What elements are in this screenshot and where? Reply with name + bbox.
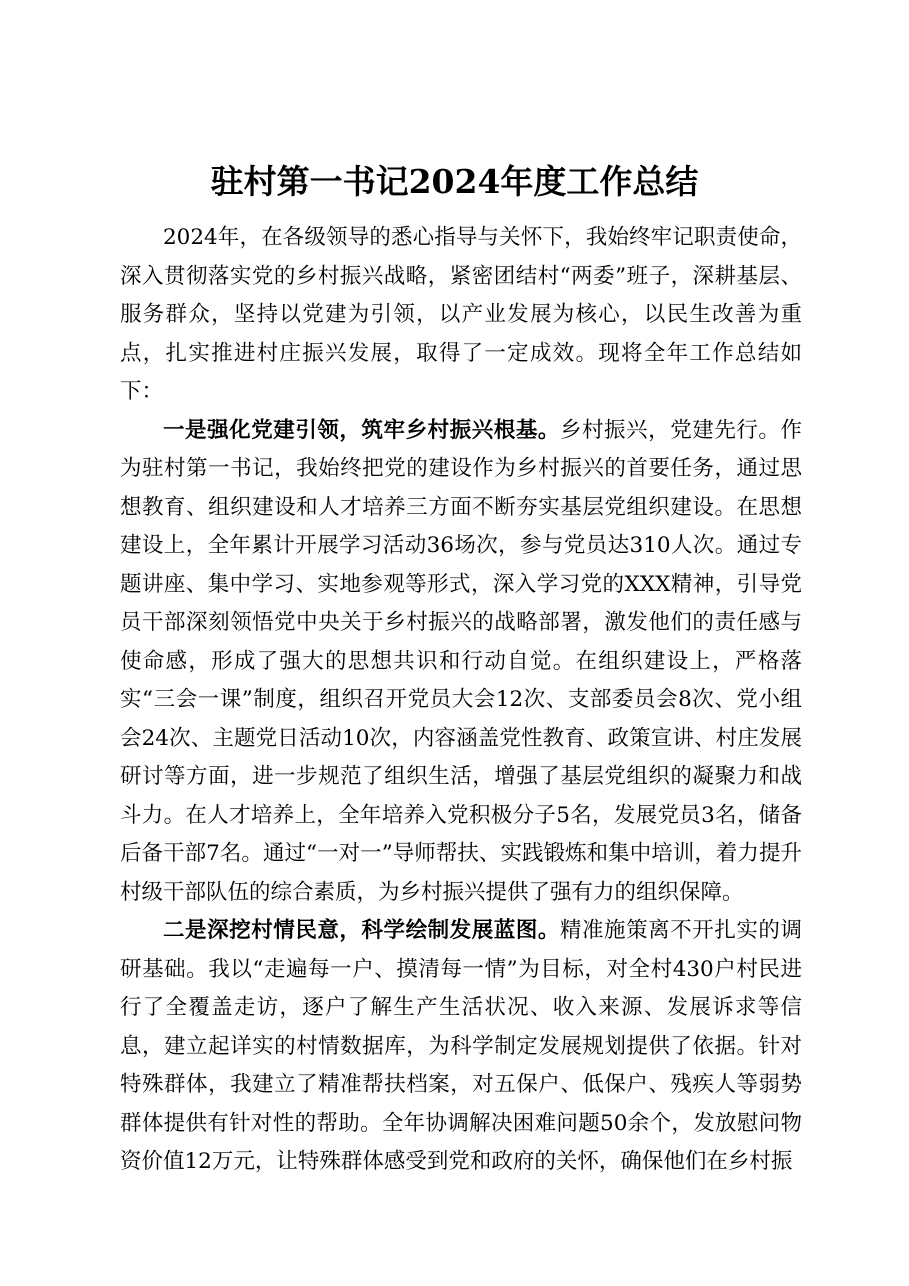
paragraph-text: 2024年，在各级领导的悉心指导与关怀下，我始终牢记职责使命，深入贯彻落实党的乡村振兴战略，紧密团结村“两委”班子，深耕基层、服务群众，坚持以党建为引领，以产业发展为核心，以民生改善为重点，扎实推进村庄振兴发展，取得了一定成效。现将全年工作总结如下： xyxy=(120,225,802,404)
paragraph-village-survey xyxy=(120,912,802,1182)
paragraph-text: 乡村振兴，党建先行。作为驻村第一书记，我始终把党的建设作为乡村振兴的首要任务，通过思想教育、组织建设和人才培养三方面不断夯实基层党组织建设。在思想建设上，全年累计开展学习活动36场次，参与党员达310人次。通过专题讲座、集中学习、实地参观等形式，深入学习党的XXX精神，引导党员干部深刻领悟党中央关于乡村振兴的战略部署，激发他们的责任感与使命感，形成了强大的思想共识和行动自觉。在组织建设上，严格落实“三会一课”制度，组织召开党员大会12次、支部委员会8次、党小组会24次、主题党日活动10次，内容涵盖党性教育、政策宣讲、村庄发展研讨等方面，进一步规范了组织生活，增强了基层党组织的凝聚力和战斗力。在人才培养上，全年培养入党积极分子5名，发展党员3名，储备后备干部7名。通过“一对一”导师帮扶、实践锻炼和集中培训，着力提升村级干部队伍的综合素质，为乡村振兴提供了强有力的组织保障。 xyxy=(120,417,802,905)
paragraph-text: 精准施策离不开扎实的调研基础。我以“走遍每一户、摸清每一情”为目标，对全村430户村民进行了全覆盖走访，逐户了解生产生活状况、收入来源、发展诉求等信息，建立起详实的村情数据库，为科学制定发展规划提供了依据。针对特殊群体，我建立了精准帮扶档案，对五保户、低保户、残疾人等弱势群体提供有针对性的帮助。全年协调解决困难问题50余个，发放慰问物资价值12万元，让特殊群体感受到党和政府的关怀，确保他们在乡村振 xyxy=(120,918,802,1174)
document-body xyxy=(120,219,802,1182)
paragraph-intro xyxy=(120,219,802,412)
document-title: 驻村第一书记2024年度工作总结 xyxy=(210,162,699,201)
paragraph-lead: 二是深挖村情民意，科学绘制发展蓝图。 xyxy=(163,918,560,943)
paragraph-party-building xyxy=(120,412,802,913)
paragraph-lead: 一是强化党建引领，筑牢乡村振兴根基。 xyxy=(163,417,560,443)
